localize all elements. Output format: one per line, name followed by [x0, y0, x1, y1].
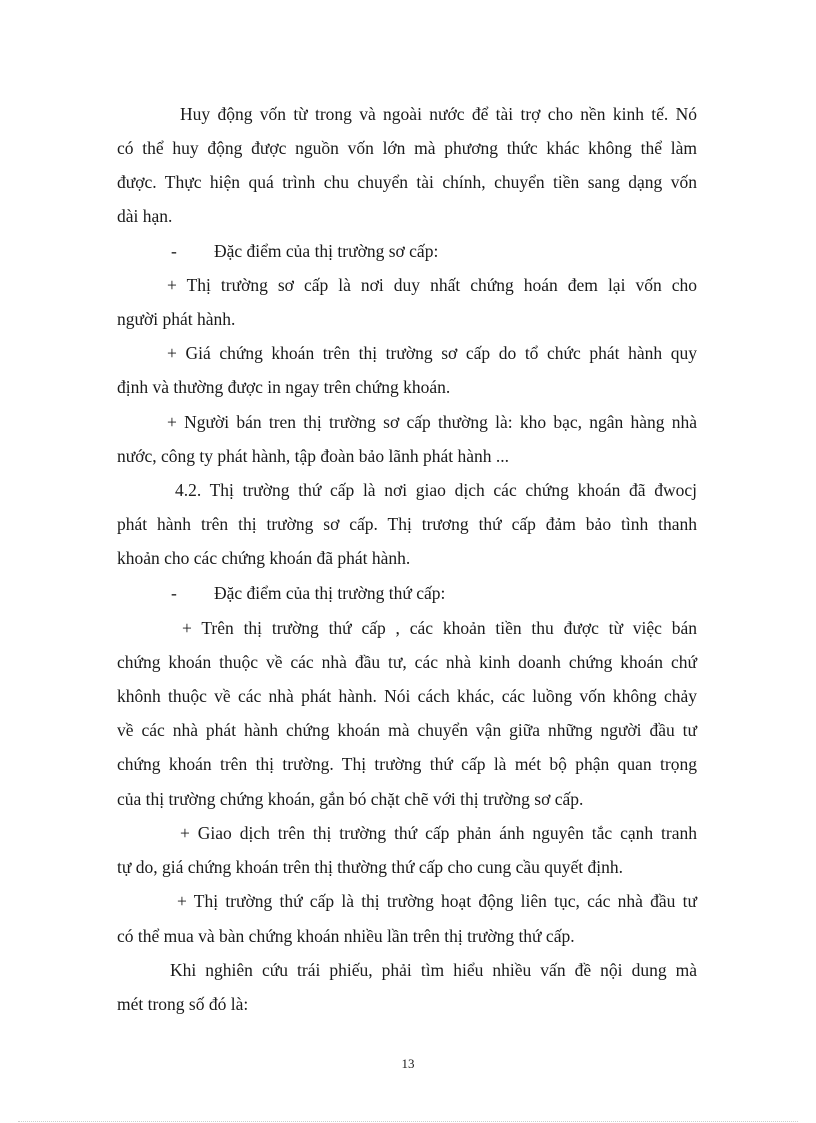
- paragraph-line: chứng khoán thuộc về các nhà đầu tư, các nhà kinh doanh chứng khoán chứ: [117, 652, 697, 672]
- paragraph-line: định và thường được in ngay trên chứng khoán.: [117, 377, 451, 397]
- paragraph-line: tự do, giá chứng khoán trên thị thường thứ cấp cho cung cầu quyết định.: [117, 857, 623, 877]
- page-number: 13: [401, 1056, 415, 1071]
- paragraph-line: mét trong số đó là:: [117, 994, 249, 1014]
- paragraph-line: của thị trường chứng khoán, gắn bó chặt chẽ với thị trường sơ cấp.: [117, 789, 584, 809]
- paragraph-line: khoản cho các chứng khoán đã phát hành.: [117, 548, 411, 568]
- paragraph-line: nước, công ty phát hành, tập đoàn bảo lãnh phát hành ...: [117, 446, 509, 466]
- paragraph-line: Khi nghiên cứu trái phiếu, phải tìm hiểu nhiều vấn đề nội dung mà: [170, 960, 697, 980]
- paragraph-line: + Giao dịch trên thị trường thứ cấp phản ánh nguyên tắc cạnh tranh: [180, 823, 697, 843]
- paragraph-line: + Người bán tren thị trường sơ cấp thường là: kho bạc, ngân hàng nhà: [167, 412, 697, 432]
- paragraph-line: + Thị trường thứ cấp là thị trường hoạt động liên tục, các nhà đầu tư: [177, 891, 697, 911]
- paragraph-line: có thể huy động được nguồn vốn lớn mà phương thức khác không thể làm: [117, 138, 697, 158]
- paragraph-line: khônh thuộc về các nhà phát hành. Nói cách khác, các luồng vốn không chảy: [117, 686, 697, 706]
- bullet-dash: -: [171, 583, 177, 603]
- section-heading: Đặc điểm của thị trường thứ cấp:: [214, 583, 446, 603]
- section-heading: Đặc điểm của thị trường sơ cấp:: [214, 241, 439, 261]
- paragraph-line: 4.2. Thị trường thứ cấp là nơi giao dịch các chứng khoán đã đwocj: [175, 480, 697, 500]
- paragraph-line: + Thị trường sơ cấp là nơi duy nhất chứng hoán đem lại vốn cho: [167, 275, 697, 295]
- paragraph-line: + Giá chứng khoán trên thị trường sơ cấp do tổ chức phát hành quy: [167, 343, 697, 363]
- paragraph-line: được. Thực hiện quá trình chu chuyển tài chính, chuyển tiền sang dạng vốn: [117, 172, 697, 192]
- paragraph-line: chứng khoán trên thị trường. Thị trường thứ cấp là mét bộ phận quan trọng: [117, 754, 697, 774]
- paragraph-line: dài hạn.: [117, 206, 173, 226]
- paragraph-line: về các nhà phát hành chứng khoán mà chuyển vận giữa những người đầu tư: [117, 720, 697, 740]
- paragraph-line: phát hành trên thị trường sơ cấp. Thị trương thứ cấp đảm bảo tình thanh: [117, 514, 697, 534]
- paragraph-line: người phát hành.: [117, 309, 236, 329]
- paragraph-line: + Trên thị trường thứ cấp , các khoản tiền thu được từ việc bán: [182, 618, 697, 638]
- bullet-dash: -: [171, 241, 177, 261]
- page-bottom-border: [18, 1121, 798, 1122]
- paragraph-line: Huy động vốn từ trong và ngoài nước để tài trợ cho nền kinh tế. Nó: [180, 104, 697, 124]
- paragraph-line: có thể mua và bàn chứng khoán nhiều lần trên thị trường thứ cấp.: [117, 926, 575, 946]
